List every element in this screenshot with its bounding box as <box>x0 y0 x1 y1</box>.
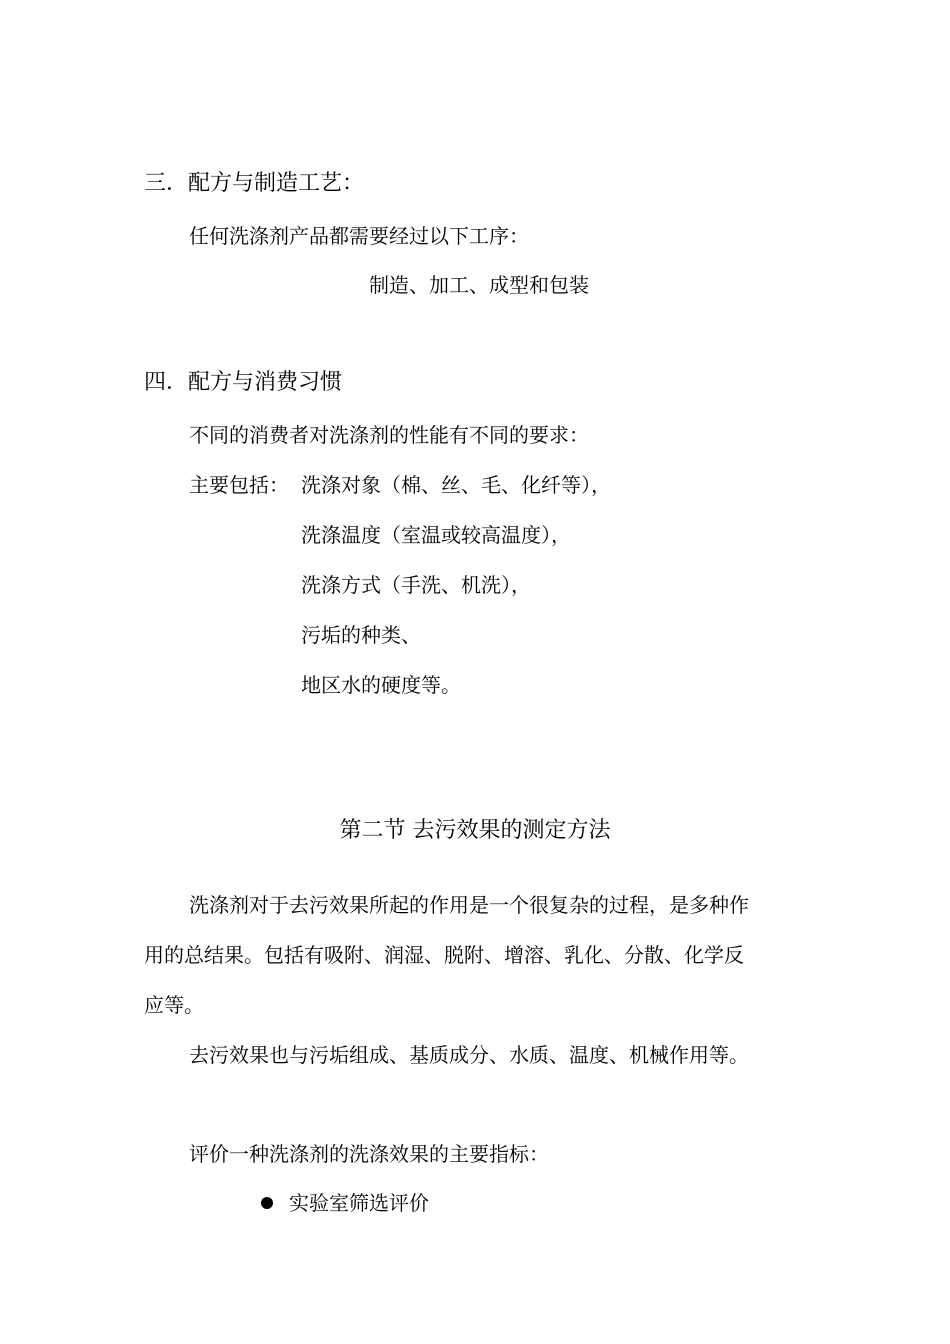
section4-item: 洗涤对象（棉、丝、毛、化纤等）， <box>301 473 611 497</box>
paragraph-line: 去污效果也与污垢组成、基质成分、水质、温度、机械作用等。 <box>189 1043 749 1067</box>
section3-line2: 制造、加工、成型和包装 <box>369 273 589 297</box>
paragraph-line: 评价一种洗涤剂的洗涤效果的主要指标： <box>189 1142 549 1166</box>
section3-heading: 三．配方与制造工艺： <box>144 171 365 196</box>
section3-line1: 任何洗涤剂产品都需要经过以下工序： <box>189 224 529 248</box>
section4-item: 洗涤方式（手洗、机洗）， <box>301 573 531 597</box>
section4-item: 洗涤温度（室温或较高温度）， <box>301 523 571 547</box>
section4-main-label: 主要包括： <box>189 473 289 497</box>
paragraph-line: 应等。 <box>144 993 204 1017</box>
paragraph-line: 洗涤剂对于去污效果所起的作用是一个很复杂的过程，是多种作 <box>189 893 749 917</box>
section4-item: 地区水的硬度等。 <box>301 673 461 697</box>
bullet-item: 实验室筛选评价 <box>289 1191 429 1215</box>
section4-item: 污垢的种类、 <box>301 623 421 647</box>
paragraph-line: 用的总结果。包括有吸附、润湿、脱附、增溶、乳化、分散、化学反 <box>144 943 744 967</box>
section4-intro: 不同的消费者对洗涤剂的性能有不同的要求： <box>189 423 589 447</box>
section4-heading: 四．配方与消费习惯 <box>144 370 343 395</box>
bullet-dot-icon <box>261 1197 273 1209</box>
section-two-title: 第二节 去污效果的测定方法 <box>339 818 611 843</box>
